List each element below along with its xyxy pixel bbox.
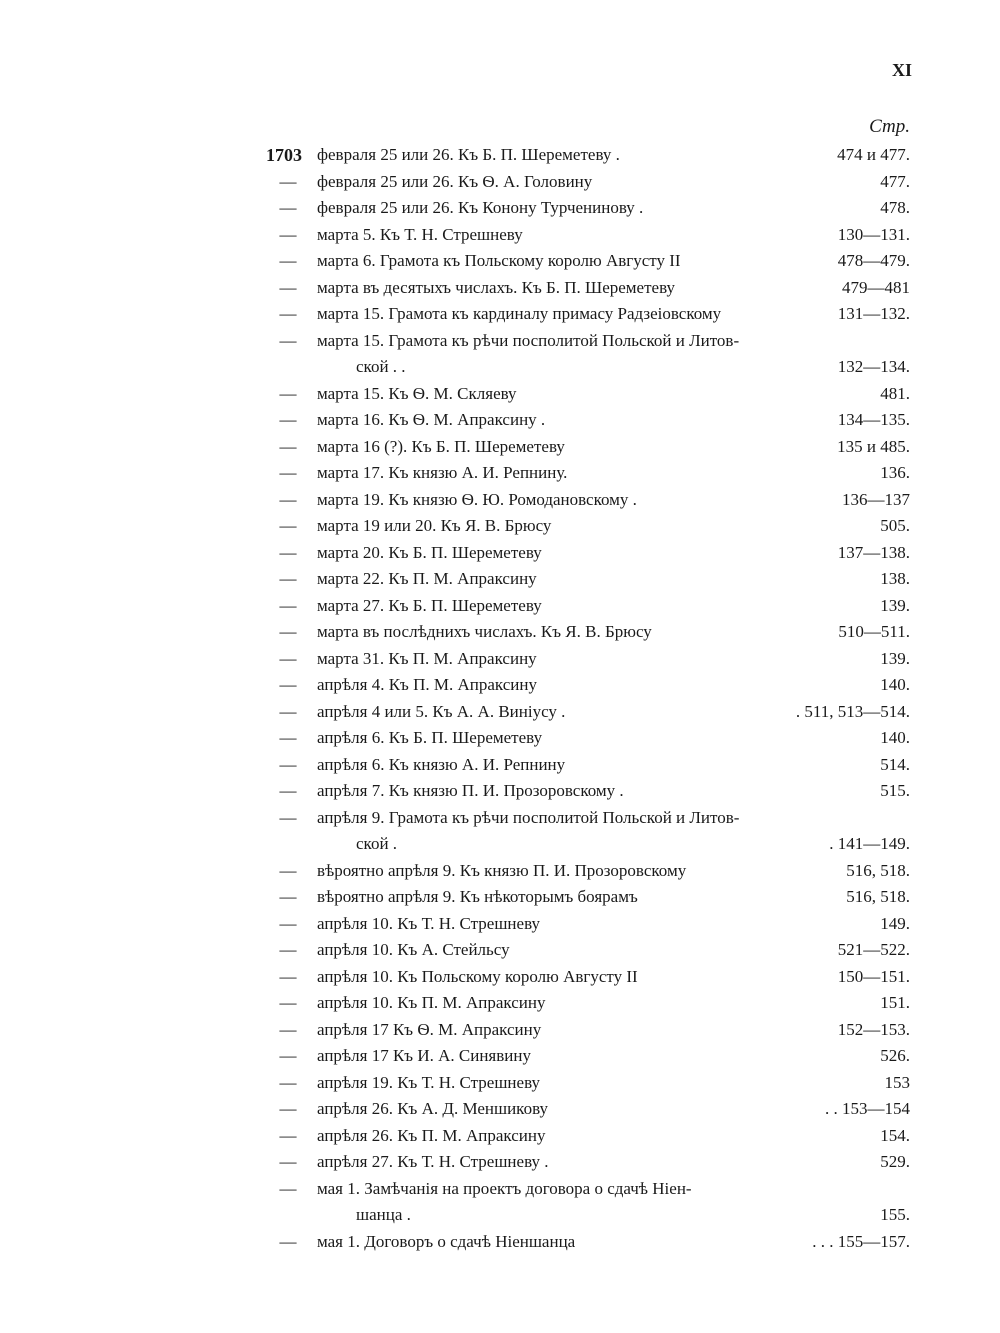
entry-year: 1703 xyxy=(266,145,302,165)
entry-text: марта 15. Къ Ѳ. М. Скляеву xyxy=(317,383,517,403)
entry-pages: . 141—149. xyxy=(829,834,910,853)
entry-pages: 478—479. xyxy=(837,251,910,270)
entry-dash: — xyxy=(279,569,297,588)
entry-dash: — xyxy=(279,675,297,694)
toc-entry xyxy=(0,222,1000,249)
toc-entry xyxy=(0,434,1000,461)
toc-entry xyxy=(0,381,1000,408)
entry-dash: — xyxy=(279,1152,297,1171)
entry-text: марта въ десятыхъ числахъ. Къ Б. П. Шереметеву xyxy=(317,277,676,297)
toc-entry xyxy=(0,328,1000,355)
entry-text: апрѣля 19. Къ Т. Н. Стрешневу xyxy=(317,1072,541,1092)
entry-dash: — xyxy=(279,171,297,191)
page-number: XI xyxy=(891,60,912,80)
toc-entry xyxy=(0,142,1000,169)
entry-text: вѣроятно апрѣля 9. Къ нѣкоторымъ боярамъ xyxy=(317,887,638,906)
entry-text: апрѣля 10. Къ Польскому королю Августу II xyxy=(317,966,638,986)
toc-entry xyxy=(0,593,1000,620)
entry-text: февраля 25 или 26. Къ Б. П. Шереметеву . xyxy=(317,145,620,164)
entry-dash: — xyxy=(279,304,297,323)
entry-pages: 154. xyxy=(880,1125,910,1145)
entry-text: ской . . xyxy=(356,357,406,376)
entry-dash: — xyxy=(279,463,297,482)
toc-entry xyxy=(0,619,1000,646)
entry-pages: 140. xyxy=(880,675,910,694)
entry-text: апрѣля 7. Къ князю П. И. Прозоровскому . xyxy=(317,781,624,800)
entry-pages: 479—481 xyxy=(842,277,910,297)
toc-entry xyxy=(0,275,1000,302)
entry-pages: 137—138. xyxy=(837,542,910,562)
toc-entry xyxy=(0,407,1000,434)
entry-dash: — xyxy=(279,516,297,535)
entry-pages: 132—134. xyxy=(837,357,910,376)
entry-text: апрѣля 26. Къ П. М. Апраксину xyxy=(317,1125,546,1145)
entry-pages: 505. xyxy=(880,516,910,535)
toc-entry xyxy=(0,752,1000,779)
entry-dash: — xyxy=(279,198,297,217)
toc-entry xyxy=(0,858,1000,885)
entry-text: марта 6. Грамота къ Польскому королю Августу II xyxy=(317,251,681,270)
entry-pages: 153 xyxy=(884,1072,910,1092)
toc-entry xyxy=(0,699,1000,726)
entry-pages: 155. xyxy=(880,1205,910,1224)
toc-entry xyxy=(0,540,1000,567)
entry-dash: — xyxy=(279,251,297,270)
entry-dash: — xyxy=(279,595,297,615)
entry-text: марта 22. Къ П. М. Апраксину xyxy=(317,569,537,588)
entry-dash: — xyxy=(279,966,297,986)
entry-pages: 140. xyxy=(880,728,910,747)
entry-dash: — xyxy=(279,1046,297,1065)
entry-pages: . . 153—154 xyxy=(825,1099,910,1118)
entry-dash: — xyxy=(279,807,297,827)
entry-text: апрѣля 17 Къ И. А. Синявину xyxy=(317,1046,531,1065)
entry-pages: 478. xyxy=(880,198,910,217)
entry-text: марта 27. Къ Б. П. Шереметеву xyxy=(317,595,542,615)
toc-entry xyxy=(0,805,1000,832)
entry-pages: 516, 518. xyxy=(846,860,910,880)
entry-dash: — xyxy=(279,728,297,747)
entry-pages: 526. xyxy=(880,1046,910,1065)
entry-pages: 136. xyxy=(880,463,910,482)
entry-pages: 136—137 xyxy=(842,489,910,509)
toc-entry xyxy=(0,672,1000,699)
toc-entry xyxy=(0,778,1000,805)
toc-entry xyxy=(0,1229,1000,1256)
toc-entry xyxy=(0,1123,1000,1150)
entry-text: марта 20. Къ Б. П. Шереметеву xyxy=(317,542,542,562)
entry-text: февраля 25 или 26. Къ Ѳ. А. Головину xyxy=(317,171,593,191)
entry-text: марта 15. Грамота къ кардиналу примасу Радзеіовскому xyxy=(317,304,722,323)
entry-dash: — xyxy=(279,1125,297,1145)
entry-dash: — xyxy=(279,887,297,906)
toc-entry xyxy=(0,990,1000,1017)
table-of-contents xyxy=(0,142,1000,1255)
entry-text: апрѣля 6. Къ Б. П. Шереметеву xyxy=(317,728,543,747)
entry-dash: — xyxy=(279,330,297,350)
entry-text: апрѣля 27. Къ Т. Н. Стрешневу . xyxy=(317,1152,549,1171)
entry-dash: — xyxy=(279,1231,297,1251)
toc-entry xyxy=(0,169,1000,196)
toc-entry xyxy=(0,964,1000,991)
entry-text: апрѣля 10. Къ Т. Н. Стрешневу xyxy=(317,913,541,933)
entry-dash: — xyxy=(279,410,297,429)
toc-entry xyxy=(0,1149,1000,1176)
toc-entry xyxy=(0,1176,1000,1203)
entry-pages: 131—132. xyxy=(837,304,910,323)
toc-entry xyxy=(0,725,1000,752)
entry-dash: — xyxy=(279,701,297,721)
entry-pages: 510—511. xyxy=(838,622,910,641)
entry-dash: — xyxy=(279,436,297,456)
toc-entry xyxy=(0,354,1000,381)
entry-dash: — xyxy=(279,542,297,562)
entry-dash: — xyxy=(279,993,297,1012)
entry-text: шанца . xyxy=(356,1205,411,1224)
entry-dash: — xyxy=(279,781,297,800)
toc-entry xyxy=(0,884,1000,911)
entry-pages: 477. xyxy=(880,171,910,191)
entry-dash: — xyxy=(279,1099,297,1118)
entry-pages: 516, 518. xyxy=(846,887,910,906)
entry-dash: — xyxy=(279,913,297,933)
entry-pages: 149. xyxy=(880,913,910,933)
entry-dash: — xyxy=(279,940,297,959)
entry-text: мая 1. Договоръ о сдачѣ Ніеншанца xyxy=(317,1231,576,1251)
toc-entry xyxy=(0,513,1000,540)
toc-entry xyxy=(0,460,1000,487)
toc-entry xyxy=(0,1043,1000,1070)
entry-dash: — xyxy=(279,383,297,403)
entry-text: апрѣля 26. Къ А. Д. Меншикову xyxy=(317,1099,549,1118)
entry-text: апрѣля 17 Къ Ѳ. М. Апраксину xyxy=(317,1019,542,1039)
entry-text: апрѣля 10. Къ А. Стейльсу xyxy=(317,940,510,959)
toc-entry xyxy=(0,1070,1000,1097)
toc-entry xyxy=(0,301,1000,328)
entry-text: марта 31. Къ П. М. Апраксину xyxy=(317,648,537,668)
entry-dash: — xyxy=(279,1178,297,1198)
entry-text: апрѣля 9. Грамота къ рѣчи посполитой Польской и Литов- xyxy=(317,807,740,827)
entry-dash: — xyxy=(279,1072,297,1092)
entry-text: марта 17. Къ князю А. И. Репнину. xyxy=(317,463,568,482)
toc-entry xyxy=(0,566,1000,593)
entry-dash: — xyxy=(279,1019,297,1039)
entry-pages: 135 и 485. xyxy=(837,436,910,456)
entry-dash: — xyxy=(279,754,297,774)
entry-pages: 152—153. xyxy=(837,1019,910,1039)
entry-text: апрѣля 4. Къ П. М. Апраксину xyxy=(317,675,537,694)
entry-dash: — xyxy=(279,648,297,668)
entry-text: марта 5. Къ Т. Н. Стрешневу xyxy=(317,224,523,244)
entry-text: ской . xyxy=(356,834,398,853)
entry-pages: 150—151. xyxy=(837,966,910,986)
entry-pages: 139. xyxy=(880,648,910,668)
entry-pages: . . . 155—157. xyxy=(812,1231,910,1251)
entry-text: апрѣля 10. Къ П. М. Апраксину xyxy=(317,993,546,1012)
entry-text: марта въ послѣднихъ числахъ. Къ Я. В. Брюсу xyxy=(317,622,652,641)
entry-pages: 130—131. xyxy=(837,224,910,244)
toc-entry xyxy=(0,831,1000,858)
toc-entry xyxy=(0,1202,1000,1229)
entry-text: марта 16. Къ Ѳ. М. Апраксину . xyxy=(317,410,546,429)
entry-text: апрѣля 6. Къ князю А. И. Репнину xyxy=(317,754,566,774)
toc-entry xyxy=(0,487,1000,514)
entry-dash: — xyxy=(279,277,297,297)
entry-pages: 514. xyxy=(880,754,910,774)
entry-pages: 515. xyxy=(880,781,910,800)
entry-pages: 529. xyxy=(880,1152,910,1171)
entry-text: марта 19. Къ князю Ѳ. Ю. Ромодановскому . xyxy=(317,489,637,509)
entry-pages: 151. xyxy=(880,993,910,1012)
toc-entry xyxy=(0,1096,1000,1123)
pages-column-heading: Стр. xyxy=(869,116,910,137)
entry-dash: — xyxy=(279,224,297,244)
entry-pages: 481. xyxy=(880,383,910,403)
entry-dash: — xyxy=(279,489,297,509)
entry-text: марта 19 или 20. Къ Я. В. Брюсу xyxy=(317,516,552,535)
toc-entry xyxy=(0,248,1000,275)
entry-text: мая 1. Замѣчанія на проектъ договора о сдачѣ Ніен- xyxy=(317,1178,692,1198)
entry-pages: 474 и 477. xyxy=(837,145,910,164)
entry-dash: — xyxy=(279,860,297,880)
toc-entry xyxy=(0,646,1000,673)
entry-text: февраля 25 или 26. Къ Конону Турченинову . xyxy=(317,198,644,217)
entry-text: марта 16 (?). Къ Б. П. Шереметеву xyxy=(317,436,565,456)
toc-entry xyxy=(0,195,1000,222)
entry-pages: 138. xyxy=(880,569,910,588)
entry-pages: . 511, 513—514. xyxy=(795,701,910,721)
toc-entry xyxy=(0,1017,1000,1044)
toc-entry xyxy=(0,937,1000,964)
entry-text: марта 15. Грамота къ рѣчи посполитой Польской и Литов- xyxy=(317,330,740,350)
entry-pages: 139. xyxy=(880,595,910,615)
entry-dash: — xyxy=(279,622,297,641)
entry-text: апрѣля 4 или 5. Къ А. А. Виніусу . xyxy=(317,701,566,721)
entry-text: вѣроятно апрѣля 9. Къ князю П. И. Прозоровскому xyxy=(317,860,687,880)
entry-pages: 521—522. xyxy=(837,940,910,959)
entry-pages: 134—135. xyxy=(837,410,910,429)
toc-entry xyxy=(0,911,1000,938)
